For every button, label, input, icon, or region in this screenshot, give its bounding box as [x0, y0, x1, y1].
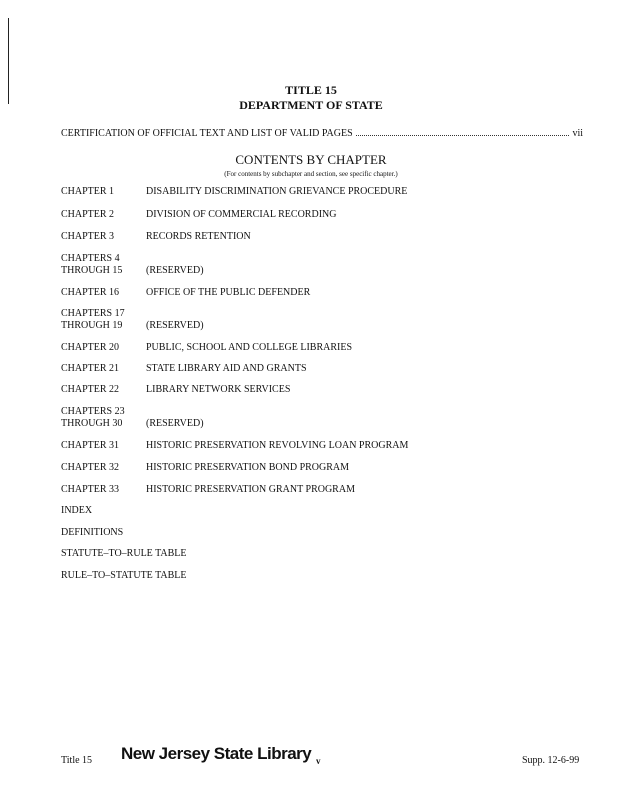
chapter-number: CHAPTER 3: [61, 231, 115, 242]
department-heading: DEPARTMENT OF STATE: [239, 98, 383, 112]
chapter-number-continued: THROUGH 19: [61, 320, 123, 331]
chapter-number: CHAPTER 16: [61, 287, 120, 298]
chapter-number: CHAPTER 21: [61, 363, 120, 374]
library-stamp: New Jersey State Library: [121, 744, 312, 763]
chapter-number-continued: THROUGH 30: [61, 418, 123, 429]
chapter-number-continued: THROUGH 15: [61, 265, 123, 276]
index-entry: INDEX: [61, 505, 93, 516]
contents-heading: CONTENTS BY CHAPTER: [235, 152, 387, 167]
chapter-number: CHAPTER 1: [61, 186, 115, 197]
page-number: v: [316, 756, 321, 766]
title-heading: TITLE 15: [285, 83, 337, 97]
supplement-date: Supp. 12-6-99: [522, 755, 580, 766]
rule-to-statute-entry: RULE–TO–STATUTE TABLE: [61, 570, 187, 581]
footer-title: Title 15: [61, 755, 93, 766]
chapter-number: CHAPTER 2: [61, 209, 115, 220]
definitions-entry: DEFINITIONS: [61, 527, 124, 538]
chapter-name: DISABILITY DISCRIMINATION GRIEVANCE PROCEDURE: [146, 186, 408, 197]
chapter-number: CHAPTER 33: [61, 484, 120, 495]
chapter-number: CHAPTER 32: [61, 462, 120, 473]
chapter-name: (RESERVED): [146, 320, 204, 331]
chapter-number: CHAPTERS 23: [61, 406, 125, 417]
chapter-number: CHAPTERS 17: [61, 308, 125, 319]
contents-note: (For contents by subchapter and section, see specific chapter.): [224, 170, 398, 178]
chapter-name: PUBLIC, SCHOOL AND COLLEGE LIBRARIES: [146, 342, 353, 353]
dot-leader: [356, 134, 570, 136]
chapter-number: CHAPTER 31: [61, 440, 120, 451]
chapter-name: HISTORIC PRESERVATION BOND PROGRAM: [146, 462, 350, 473]
statute-to-rule-entry: STATUTE–TO–RULE TABLE: [61, 548, 187, 559]
chapter-name: RECORDS RETENTION: [146, 231, 251, 242]
certification-line: [61, 128, 583, 139]
chapter-name: DIVISION OF COMMERCIAL RECORDING: [146, 209, 337, 220]
chapter-number: CHAPTERS 4: [61, 253, 120, 264]
chapter-name: HISTORIC PRESERVATION REVOLVING LOAN PROGRAM: [146, 440, 409, 451]
chapter-name: OFFICE OF THE PUBLIC DEFENDER: [146, 287, 311, 298]
chapter-name: STATE LIBRARY AID AND GRANTS: [146, 363, 307, 374]
chapter-number: CHAPTER 20: [61, 342, 120, 353]
chapter-name: (RESERVED): [146, 418, 204, 429]
certification-page: vii: [572, 128, 583, 139]
chapter-name: HISTORIC PRESERVATION GRANT PROGRAM: [146, 484, 355, 495]
chapter-number: CHAPTER 22: [61, 384, 120, 395]
chapter-name: (RESERVED): [146, 265, 204, 276]
certification-label: CERTIFICATION OF OFFICIAL TEXT AND LIST OF VALID PAGES: [61, 128, 353, 139]
chapter-name: LIBRARY NETWORK SERVICES: [146, 384, 291, 395]
